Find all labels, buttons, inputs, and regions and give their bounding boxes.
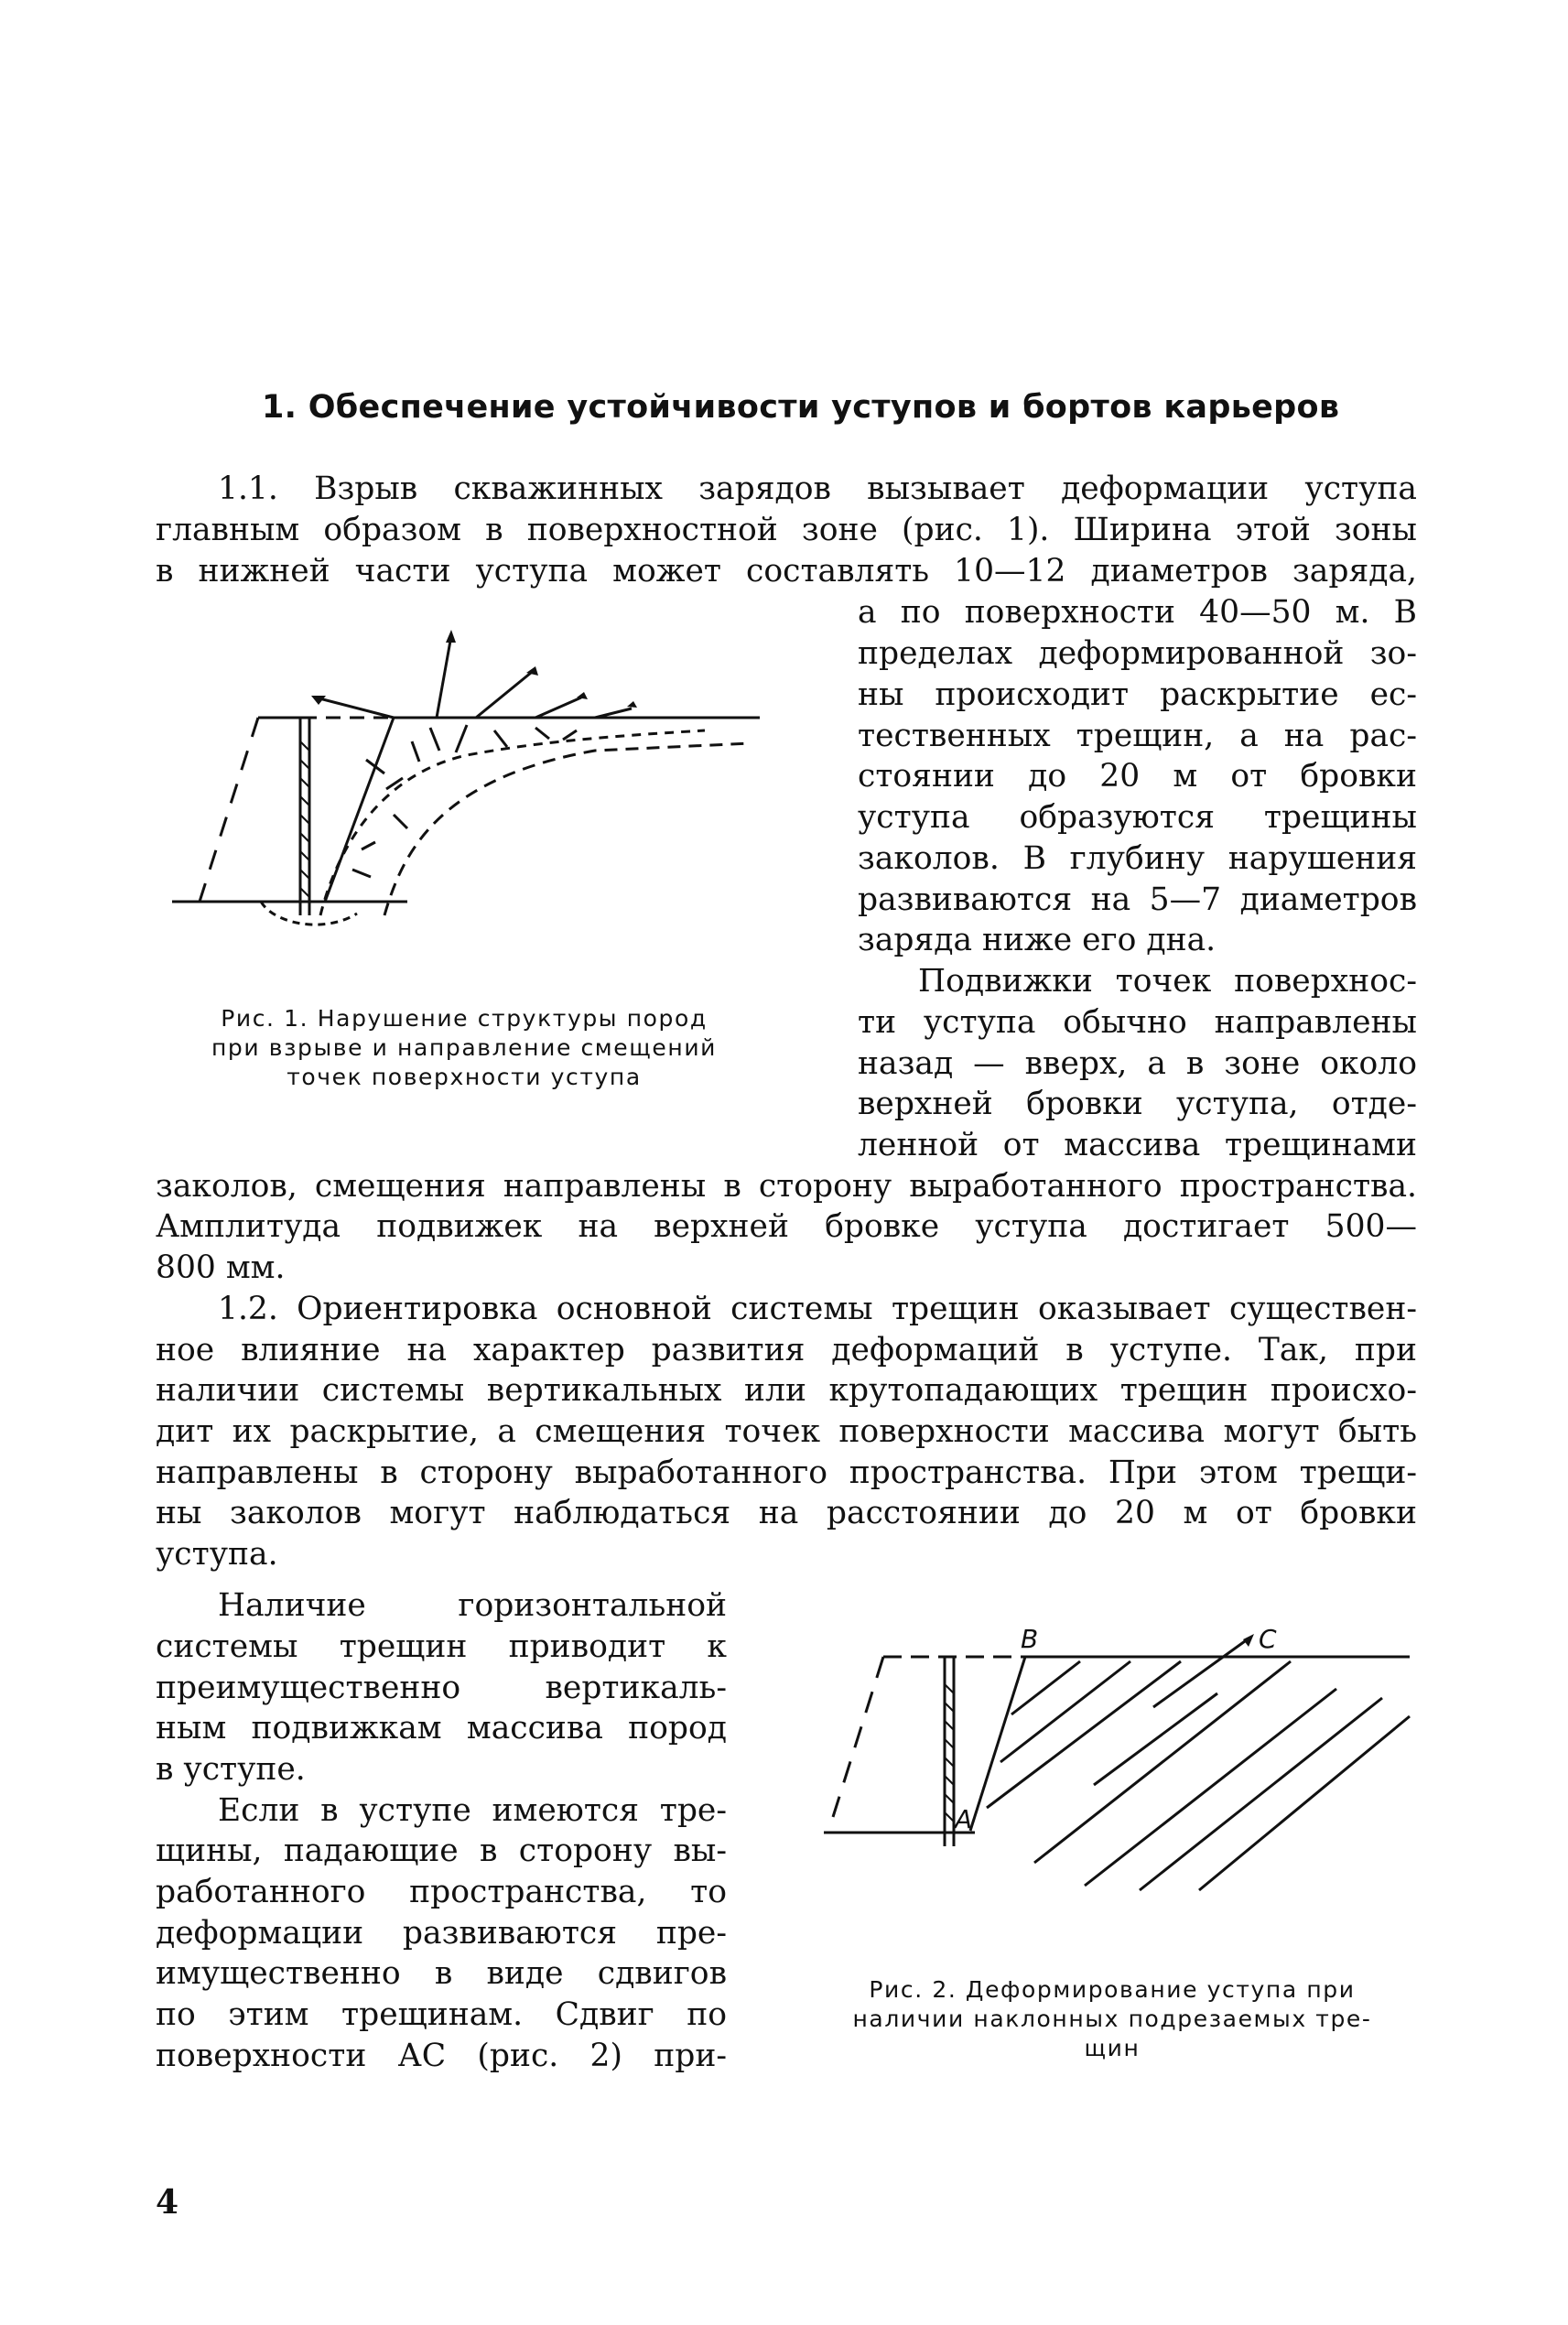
text-line: поверхности АС (рис. 2) при- (156, 2038, 727, 2074)
text-line: ны заколов могут наблюдаться на расстоянии до 20 м от бровки (156, 1495, 1417, 1531)
text-line: заколов. В глубину нарушения (858, 840, 1417, 877)
text-line: заколов, смещения направлены в сторону выработанного пространства. (156, 1168, 1417, 1205)
text-line: работанного пространства, то (156, 1874, 727, 1910)
text-line: уступа. (156, 1536, 278, 1573)
text-line: преимущественно вертикаль- (156, 1670, 727, 1706)
figure-2-label-b: B (1021, 1624, 1039, 1654)
figure-1-caption: точек поверхности уступа (287, 1064, 642, 1090)
text-line: ны происходит раскрытие ес- (858, 676, 1417, 713)
text-line: верхней бровки уступа, отде- (858, 1086, 1417, 1122)
figure-2-caption: Рис. 2. Деформирование уступа при (869, 1976, 1356, 2003)
figure-2-caption: щин (1084, 2035, 1141, 2061)
text-line: уступа образуются трещины (858, 799, 1417, 836)
section-heading: 1. Обеспечение устойчивости уступов и бортов карьеров (262, 389, 1340, 426)
text-line: дит их раскрытие, а смещения точек поверхности массива могут быть (156, 1413, 1417, 1450)
text-line: Наличие горизонтальной (218, 1587, 727, 1624)
figure-1-caption: Рис. 1. Нарушение структуры пород (221, 1005, 708, 1032)
text-line: 1.2. Ориентировка основной системы трещин оказывает существен- (218, 1291, 1417, 1327)
text-line: тественных трещин, а на рас- (858, 718, 1417, 754)
text-line: системы трещин приводит к (156, 1628, 727, 1665)
figure-2-inclined-cracks (815, 1616, 1419, 1899)
text-line: в уступе. (156, 1751, 306, 1788)
text-line: заряда ниже его дна. (858, 922, 1217, 958)
text-line: стоянии до 20 м от бровки (858, 758, 1417, 795)
text-line: щины, падающие в сторону вы- (156, 1833, 727, 1869)
figure-2-caption: наличии наклонных подрезаемых тре- (852, 2006, 1372, 2032)
figure-1-bench-deformation (165, 622, 769, 943)
text-line: ным подвижкам массива пород (156, 1710, 727, 1746)
figure-1-caption: при взрыве и направление смещений (211, 1034, 718, 1061)
text-line: направлены в сторону выработанного пространства. При этом трещи- (156, 1454, 1417, 1491)
text-line: Подвижки точек поверхнос- (918, 963, 1417, 1000)
text-line: а по поверхности 40—50 м. В (858, 594, 1417, 631)
text-line: назад — вверх, а в зоне около (858, 1045, 1417, 1082)
text-line: наличии системы вертикальных или крутопадающих трещин происхо- (156, 1372, 1417, 1409)
text-line: Амплитуда подвижек на верхней бровке уступа достигает 500— (156, 1208, 1417, 1245)
text-line: в нижней части уступа может составлять 10—12 диаметров заряда, (156, 553, 1417, 589)
page-number: 4 (156, 2183, 179, 2222)
text-line: развиваются на 5—7 диаметров (858, 881, 1417, 918)
text-line: ти уступа обычно направлены (858, 1004, 1417, 1041)
text-line: деформации развиваются пре- (156, 1915, 727, 1952)
text-line: Если в уступе имеются тре- (218, 1792, 727, 1829)
text-line: 1.1. Взрыв скважинных зарядов вызывает деформации уступа (218, 470, 1417, 507)
text-line: главным образом в поверхностной зоне (рис. 1). Ширина этой зоны (156, 512, 1417, 548)
text-line: 800 мм. (156, 1249, 286, 1286)
text-line: по этим трещинам. Сдвиг по (156, 1996, 727, 2033)
text-line: ное влияние на характер развития деформаций в уступе. Так, при (156, 1332, 1417, 1368)
text-line: имущественно в виде сдвигов (156, 1955, 727, 1992)
figure-2-label-a: A (955, 1804, 973, 1834)
figure-2-label-c: C (1259, 1624, 1277, 1654)
text-line: ленной от массива трещинами (858, 1127, 1417, 1163)
text-line: пределах деформированной зо- (858, 635, 1417, 672)
